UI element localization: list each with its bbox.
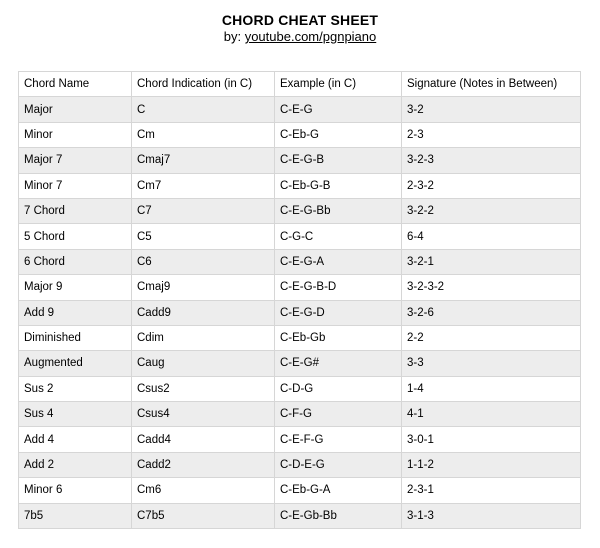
table-row	[19, 300, 581, 325]
cell-signature: 3-1-3	[402, 503, 581, 528]
table-row	[19, 97, 581, 122]
cell-chord-name: 7b5	[19, 503, 132, 528]
cell-chord-indication: C7b5	[132, 503, 275, 528]
cell-chord-name: Major 9	[19, 275, 132, 300]
cell-example: C-E-G	[275, 97, 402, 122]
cell-signature: 2-2	[402, 325, 581, 350]
table-row	[19, 148, 581, 173]
cell-chord-name: Major 7	[19, 148, 132, 173]
table-row	[19, 325, 581, 350]
table-row	[19, 122, 581, 147]
cell-example: C-G-C	[275, 224, 402, 249]
column-header-signature: Signature (Notes in Between)	[402, 72, 581, 97]
cell-example: C-E-G-B-D	[275, 275, 402, 300]
cell-chord-name: Sus 2	[19, 376, 132, 401]
table-row	[19, 198, 581, 223]
cell-chord-indication: C7	[132, 198, 275, 223]
table-row	[19, 351, 581, 376]
cell-chord-name: Sus 4	[19, 402, 132, 427]
table-row	[19, 249, 581, 274]
table-body	[19, 97, 581, 529]
cell-chord-indication: Caug	[132, 351, 275, 376]
cell-signature: 1-1-2	[402, 452, 581, 477]
table-row	[19, 402, 581, 427]
cell-chord-name: Minor 6	[19, 478, 132, 503]
cell-example: C-Eb-G-B	[275, 173, 402, 198]
cell-example: C-E-G-D	[275, 300, 402, 325]
cell-chord-indication: Cmaj7	[132, 148, 275, 173]
cell-signature: 2-3	[402, 122, 581, 147]
table-row	[19, 452, 581, 477]
youtube-link[interactable]: youtube.com/pgnpiano	[244, 29, 377, 44]
cell-example: C-Eb-G-A	[275, 478, 402, 503]
cell-chord-name: Minor	[19, 122, 132, 147]
cell-signature: 1-4	[402, 376, 581, 401]
cell-chord-name: Add 2	[19, 452, 132, 477]
table-row	[19, 427, 581, 452]
cell-chord-indication: C	[132, 97, 275, 122]
cell-example: C-E-G-Bb	[275, 198, 402, 223]
cell-signature: 6-4	[402, 224, 581, 249]
cell-signature: 4-1	[402, 402, 581, 427]
cell-chord-indication: C6	[132, 249, 275, 274]
cell-chord-name: Augmented	[19, 351, 132, 376]
column-header-chord-name: Chord Name	[19, 72, 132, 97]
column-header-example: Example (in C)	[275, 72, 402, 97]
byline	[0, 29, 600, 45]
table-row	[19, 503, 581, 528]
cell-chord-indication: Cm	[132, 122, 275, 147]
cell-chord-indication: Cm6	[132, 478, 275, 503]
cell-chord-indication: Csus2	[132, 376, 275, 401]
cell-chord-indication: Cadd2	[132, 452, 275, 477]
byline-prefix: by:	[223, 29, 245, 44]
document-header	[0, 12, 600, 45]
cell-example: C-E-F-G	[275, 427, 402, 452]
cell-example: C-D-G	[275, 376, 402, 401]
page-title: CHORD CHEAT SHEET	[221, 12, 379, 28]
cell-chord-indication: Cdim	[132, 325, 275, 350]
table-row	[19, 224, 581, 249]
cell-chord-indication: Csus4	[132, 402, 275, 427]
cell-signature: 3-2-1	[402, 249, 581, 274]
cell-signature: 3-2-6	[402, 300, 581, 325]
cell-signature: 3-2-2	[402, 198, 581, 223]
cell-signature: 3-3	[402, 351, 581, 376]
cell-example: C-D-E-G	[275, 452, 402, 477]
table-row	[19, 376, 581, 401]
cell-chord-name: Add 4	[19, 427, 132, 452]
cell-example: C-E-Gb-Bb	[275, 503, 402, 528]
table-row	[19, 173, 581, 198]
table-row	[19, 275, 581, 300]
cell-chord-name: 6 Chord	[19, 249, 132, 274]
cell-example: C-F-G	[275, 402, 402, 427]
cell-chord-indication: Cm7	[132, 173, 275, 198]
cell-chord-indication: Cmaj9	[132, 275, 275, 300]
cell-chord-name: 7 Chord	[19, 198, 132, 223]
cell-signature: 3-2-3-2	[402, 275, 581, 300]
table-row	[19, 478, 581, 503]
cell-chord-name: Diminished	[19, 325, 132, 350]
cell-chord-indication: Cadd9	[132, 300, 275, 325]
cell-chord-indication: Cadd4	[132, 427, 275, 452]
cell-chord-indication: C5	[132, 224, 275, 249]
cell-example: C-E-G#	[275, 351, 402, 376]
cell-chord-name: Major	[19, 97, 132, 122]
cell-example: C-Eb-G	[275, 122, 402, 147]
chord-table	[18, 71, 581, 529]
cell-example: C-E-G-A	[275, 249, 402, 274]
cell-chord-name: 5 Chord	[19, 224, 132, 249]
cell-signature: 2-3-1	[402, 478, 581, 503]
column-header-chord-indication: Chord Indication (in C)	[132, 72, 275, 97]
cell-chord-name: Add 9	[19, 300, 132, 325]
header-row	[19, 72, 581, 97]
cell-signature: 3-2-3	[402, 148, 581, 173]
cell-signature: 3-0-1	[402, 427, 581, 452]
cell-signature: 3-2	[402, 97, 581, 122]
cell-signature: 2-3-2	[402, 173, 581, 198]
cell-example: C-Eb-Gb	[275, 325, 402, 350]
cell-example: C-E-G-B	[275, 148, 402, 173]
cell-chord-name: Minor 7	[19, 173, 132, 198]
